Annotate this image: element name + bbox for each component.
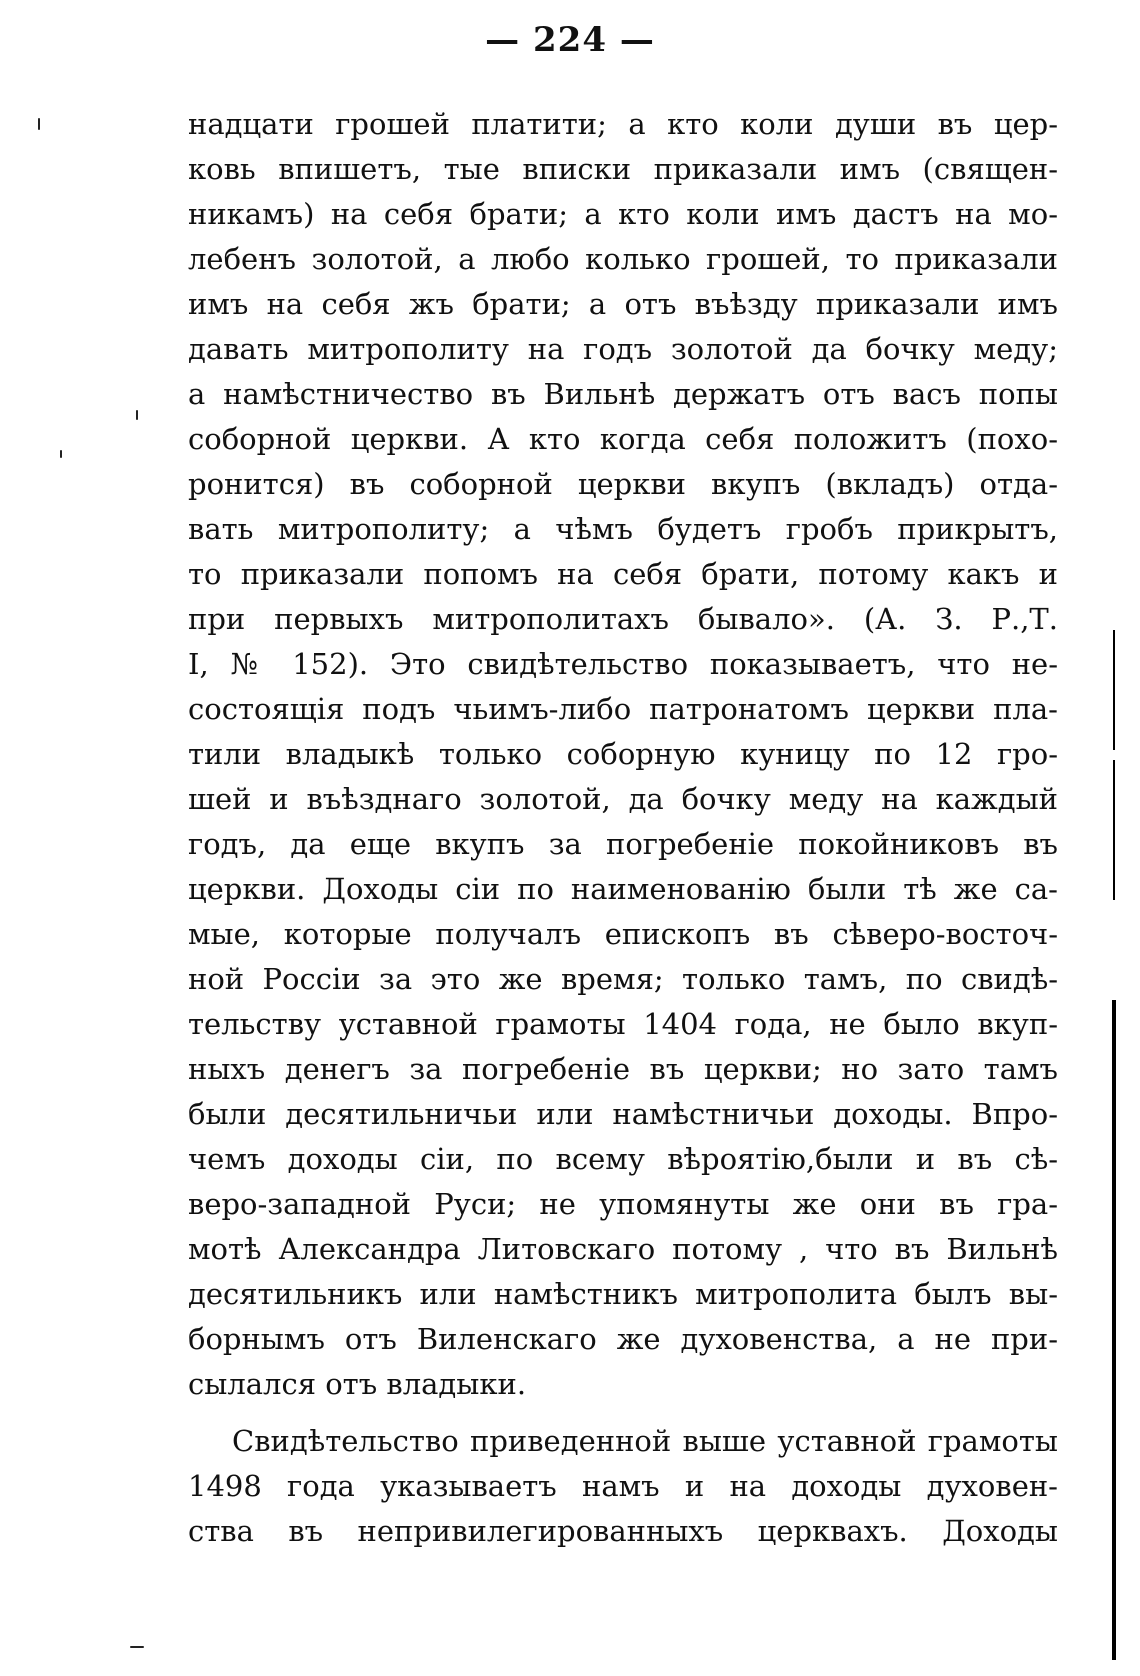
text-line: шей и въѣзднаго золотой, да бочку меду на каждый bbox=[188, 782, 1058, 816]
text-line: никамъ) на себя брати; а кто коли имъ дастъ на мо- bbox=[188, 197, 1058, 231]
page-number: — 224 — bbox=[485, 20, 655, 60]
body-text bbox=[188, 102, 1058, 1554]
text-line: ковь впишетъ, тые вписки приказали имъ (священ- bbox=[188, 152, 1058, 186]
text-line: чемъ доходы сіи, по всему вѣроятію,были и въ сѣ- bbox=[188, 1142, 1058, 1176]
scan-speck bbox=[38, 118, 40, 130]
text-line: годъ, да еще вкупъ за погребеніе покойниковъ въ bbox=[188, 827, 1058, 861]
text-line: давать митрополиту на годъ золотой да бочку меду; bbox=[188, 332, 1058, 366]
text-line: сылался отъ владыки. bbox=[188, 1367, 527, 1401]
scan-speck bbox=[136, 410, 138, 420]
text-line: тельству уставной грамоты 1404 года, не было вкуп- bbox=[188, 1007, 1058, 1041]
text-line: Свидѣтельство приведенной выше уставной грамоты bbox=[232, 1424, 1058, 1458]
scan-edge-shadow bbox=[1112, 1000, 1116, 1660]
text-line: а намѣстничество въ Вильнѣ держатъ отъ васъ попы bbox=[188, 377, 1058, 411]
paragraph-2 bbox=[188, 1419, 1058, 1554]
text-line: вать митрополиту; а чѣмъ будетъ гробъ прикрытъ, bbox=[188, 512, 1058, 546]
text-line: то приказали попомъ на себя брати, потому какъ и bbox=[188, 557, 1058, 591]
text-line: 1498 года указываетъ намъ и на доходы духовен- bbox=[188, 1469, 1058, 1503]
scan-edge-mark bbox=[1113, 760, 1115, 900]
text-line: ной Россіи за это же время; только тамъ, по свидѣ- bbox=[188, 962, 1058, 996]
text-line: мые, которые получалъ епископъ въ сѣверо-восточ- bbox=[188, 917, 1058, 951]
text-line: веро-западной Руси; не упомянуты же они въ гра- bbox=[188, 1187, 1058, 1221]
text-line: лебенъ золотой, а любо колько грошей, то приказали bbox=[188, 242, 1058, 276]
text-line: надцати грошей платити; а кто коли души въ цер- bbox=[188, 107, 1058, 141]
paragraph-gap bbox=[188, 1407, 1058, 1419]
text-line: имъ на себя жъ брати; а отъ въѣзду приказали имъ bbox=[188, 287, 1058, 321]
text-line: соборной церкви. А кто когда себя положитъ (похо- bbox=[188, 422, 1058, 456]
text-line: состоящія подъ чьимъ-либо патронатомъ церкви пла- bbox=[188, 692, 1058, 726]
text-line: тили владыкѣ только соборную куницу по 12 гро- bbox=[188, 737, 1058, 771]
text-line: мотѣ Александра Литовскаго потому , что въ Вильнѣ bbox=[188, 1232, 1058, 1266]
paragraph-1 bbox=[188, 102, 1058, 1407]
scan-speck bbox=[60, 450, 62, 458]
text-line: ронится) въ соборной церкви вкупъ (вкладъ) отда- bbox=[188, 467, 1058, 501]
text-line: десятильникъ или намѣстникъ митрополита былъ вы- bbox=[188, 1277, 1058, 1311]
text-line: были десятильничьи или намѣстничьи доходы. Впро- bbox=[188, 1097, 1058, 1131]
text-line: борнымъ отъ Виленскаго же духовенства, а не при- bbox=[188, 1322, 1058, 1356]
scan-edge-mark bbox=[1113, 630, 1115, 750]
scan-speck bbox=[130, 1646, 144, 1648]
text-line: I, № 152). Это свидѣтельство показываетъ, что не- bbox=[188, 647, 1058, 681]
text-line: при первыхъ митрополитахъ бывало». (А. З. Р.,Т. bbox=[188, 602, 1058, 636]
text-line: ства въ непривилегированныхъ церквахъ. Доходы bbox=[188, 1514, 1058, 1548]
text-line: церкви. Доходы сіи по наименованію были тѣ же са- bbox=[188, 872, 1058, 906]
text-line: ныхъ денегъ за погребеніе въ церкви; но зато тамъ bbox=[188, 1052, 1058, 1086]
